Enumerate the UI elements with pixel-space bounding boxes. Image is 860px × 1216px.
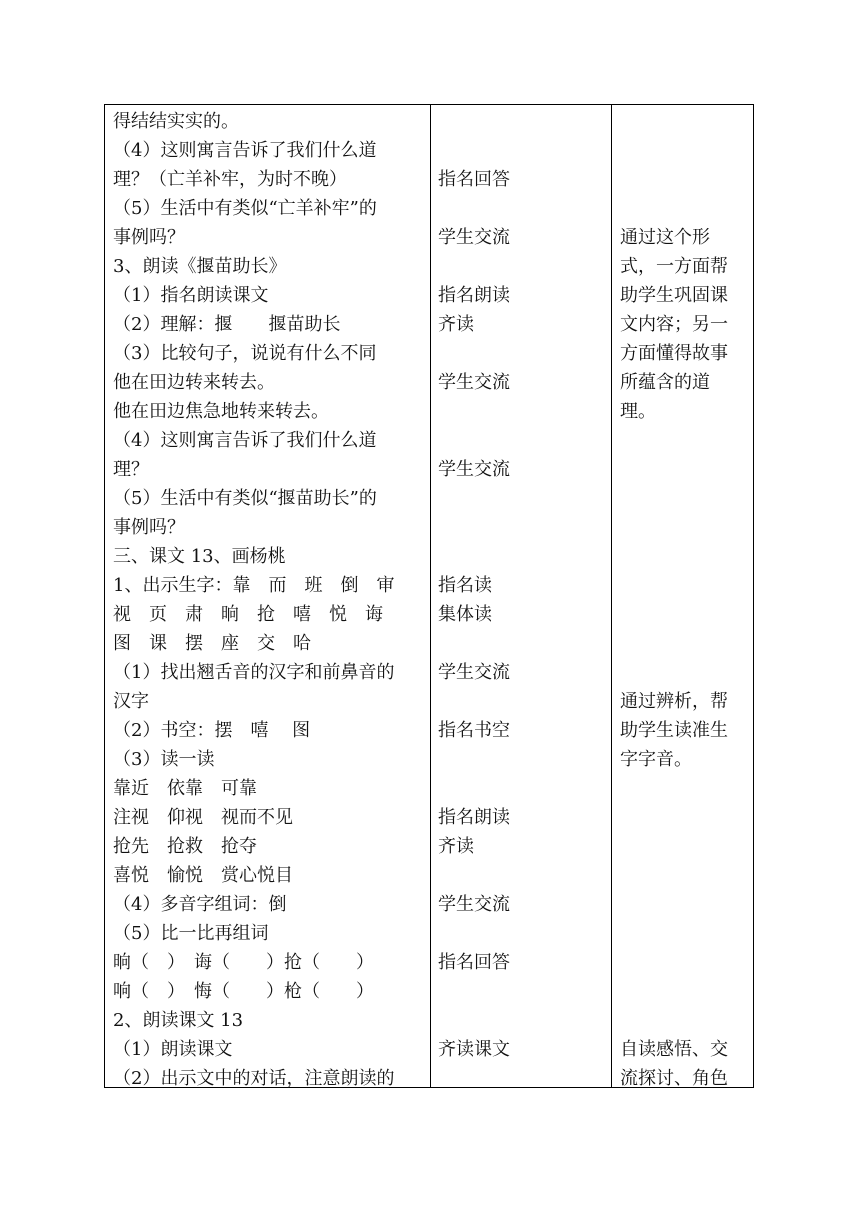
content-line: 事例吗？ bbox=[113, 517, 185, 538]
content-line: 1、出示生字：靠 而 班 倒 审 bbox=[113, 575, 395, 596]
content-line: 事例吗？ bbox=[113, 227, 185, 248]
content-line: （3）读一读 bbox=[113, 749, 215, 770]
content-line: （4）这则寓言告诉了我们什么道 bbox=[113, 430, 377, 451]
content-line: 晌（ ） 诲（ ）抢（ ） bbox=[113, 952, 374, 973]
intent-line: 文内容；另一 bbox=[620, 314, 728, 335]
column-divider bbox=[430, 105, 431, 1087]
content-line: （1）朗读课文 bbox=[113, 1039, 233, 1060]
content-line: （5）生活中有类似“揠苗助长”的 bbox=[113, 488, 377, 509]
activity-line: 指名朗读 bbox=[438, 807, 510, 828]
content-line: 响（ ） 悔（ ）枪（ ） bbox=[113, 981, 374, 1002]
lesson-plan-table bbox=[104, 104, 754, 1088]
activity-line: 齐读 bbox=[438, 836, 474, 857]
intent-line: 所蕴含的道 bbox=[620, 372, 710, 393]
content-line: （4）多音字组词：倒 bbox=[113, 894, 287, 915]
intent-line: 助学生读准生 bbox=[620, 720, 728, 741]
content-line: 三、课文 13、画杨桃 bbox=[113, 546, 286, 567]
intent-line: 通过辨析，帮 bbox=[620, 691, 728, 712]
content-line: 理？（亡羊补牢，为时不晚） bbox=[113, 169, 347, 190]
intent-line: 字字音。 bbox=[620, 749, 692, 770]
intent-line: 流探讨、角色 bbox=[620, 1068, 728, 1089]
intent-line: 自读感悟、交 bbox=[620, 1039, 728, 1060]
content-line: （2）理解：揠 揠苗助长 bbox=[113, 314, 341, 335]
content-line: （1）指名朗读课文 bbox=[113, 285, 269, 306]
column-divider bbox=[611, 105, 612, 1087]
intent-line: 通过这个形 bbox=[620, 227, 710, 248]
content-line: 理？ bbox=[113, 459, 149, 480]
activity-line: 学生交流 bbox=[438, 459, 510, 480]
intent-line: 式，一方面帮 bbox=[620, 256, 728, 277]
content-line: （2）书空：摆 嘻 图 bbox=[113, 720, 311, 741]
activity-line: 齐读课文 bbox=[438, 1039, 510, 1060]
content-line: 抢先 抢救 抢夺 bbox=[113, 836, 257, 857]
intent-line: 理。 bbox=[620, 401, 656, 422]
activity-line: 学生交流 bbox=[438, 662, 510, 683]
activity-line: 学生交流 bbox=[438, 894, 510, 915]
content-line: （4）这则寓言告诉了我们什么道 bbox=[113, 140, 377, 161]
content-line: （5）比一比再组词 bbox=[113, 923, 269, 944]
content-line: 他在田边转来转去。 bbox=[113, 372, 275, 393]
content-line: 视 页 肃 晌 抢 嘻 悦 诲 bbox=[113, 604, 383, 625]
activity-line: 指名回答 bbox=[438, 952, 510, 973]
intent-line: 助学生巩固课 bbox=[620, 285, 728, 306]
activity-line: 指名回答 bbox=[438, 169, 510, 190]
content-line: 靠近 依靠 可靠 bbox=[113, 778, 257, 799]
intent-line: 方面懂得故事 bbox=[620, 343, 728, 364]
activity-line: 齐读 bbox=[438, 314, 474, 335]
content-line: 喜悦 愉悦 赏心悦目 bbox=[113, 865, 293, 886]
activity-line: 指名读 bbox=[438, 575, 492, 596]
content-line: 注视 仰视 视而不见 bbox=[113, 807, 293, 828]
activity-line: 指名朗读 bbox=[438, 285, 510, 306]
content-line: （3）比较句子，说说有什么不同 bbox=[113, 343, 377, 364]
content-line: 图 课 摆 座 交 哈 bbox=[113, 633, 311, 654]
content-line: （1）找出翘舌音的汉字和前鼻音的 bbox=[113, 662, 395, 683]
activity-line: 学生交流 bbox=[438, 227, 510, 248]
activity-line: 集体读 bbox=[438, 604, 492, 625]
content-line: （2）出示文中的对话，注意朗读的 bbox=[113, 1068, 395, 1089]
content-line: 汉字 bbox=[113, 691, 149, 712]
content-line: 2、朗读课文 13 bbox=[113, 1010, 244, 1031]
activity-line: 学生交流 bbox=[438, 372, 510, 393]
content-line: 他在田边焦急地转来转去。 bbox=[113, 401, 329, 422]
content-line: 3、朗读《揠苗助长》 bbox=[113, 256, 287, 277]
content-line: 得结结实实的。 bbox=[113, 111, 239, 132]
activity-line: 指名书空 bbox=[438, 720, 510, 741]
content-line: （5）生活中有类似“亡羊补牢”的 bbox=[113, 198, 377, 219]
